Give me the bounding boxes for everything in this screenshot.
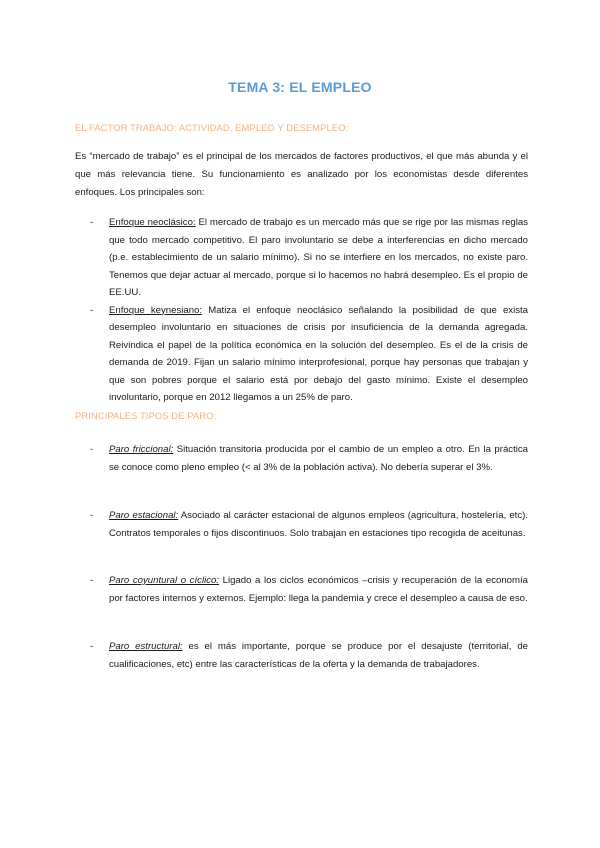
item-text: Asociado al carácter estacional de algunos empleos (agricultura, hostelería, etc). Contratos temporales o fijos discontinuos. Solo trabajan en estaciones tipo recogida de aceitunas.: [109, 510, 528, 539]
term-paro-estructural: Paro estructural:: [109, 641, 183, 652]
term-paro-friccional: Paro friccional:: [109, 444, 174, 455]
term-paro-coyuntural: Paro coyuntural o cíclico:: [109, 575, 220, 586]
list-bullet: -: [90, 444, 94, 455]
page-title: TEMA 3: EL EMPLEO: [228, 79, 372, 95]
list-item-paro-coyuntural: [90, 572, 528, 607]
term-enfoque-neoclasico: Enfoque neoclásico:: [109, 217, 196, 228]
list-bullet: -: [90, 641, 94, 652]
tipos-paro-list-3: [90, 572, 528, 607]
item-text: es el más importante, porque se produce por el desajuste (territorial, de cualificaciones, etc) entre las características de la oferta y la demanda de trabajadores.: [109, 641, 528, 670]
intro-paragraph: Es “mercado de trabajo” es el principal de los mercados de factores productivos, el que más abunda y el que más relevancia tiene. Su funcionamiento es analizado por los economistas desde diferentes enfoques. Los principales son:: [75, 151, 528, 198]
list-item-paro-estacional: [90, 507, 528, 542]
item-text: El mercado de trabajo es un mercado más que se rige por las mismas reglas que todo mercado competitivo. El paro involuntario se debe a interferencias en dicho mercado (p.e. establecimiento de un salario mínimo). Si no se interfiere en los mercados, no existe paro. Tenemos que dejar actuar al mercado, porque si lo hacemos no habrá desempleo. Es el propio de EE.UU.: [109, 217, 529, 298]
list-bullet: -: [90, 575, 94, 586]
list-item-enfoque-keynesiano: [90, 302, 528, 407]
term-paro-estacional: Paro estacional:: [109, 510, 179, 521]
tipos-paro-list: [90, 441, 528, 476]
section-heading-tipos-paro: PRINCIPALES TIPOS DE PARO:: [75, 410, 217, 421]
item-text: Situación transitoria producida por el cambio de un empleo a otro. En la práctica se conoce como pleno empleo (< al 3% de la población activa). No debería superar el 3%.: [109, 444, 529, 473]
list-item-paro-friccional: [90, 441, 528, 476]
item-text: Ligado a los ciclos económicos –crisis y recuperación de la economía por factores internos y externos. Ejemplo: llega la pandemia y crece el desempleo a causa de eso.: [109, 575, 529, 604]
list-bullet: -: [90, 510, 94, 521]
list-item-enfoque-neoclasico: [90, 214, 528, 302]
tipos-paro-list-2: [90, 507, 528, 542]
list-bullet: -: [90, 304, 94, 316]
enfoques-list: [90, 214, 528, 407]
section-heading-factor-trabajo: EL FACTOR TRABAJO: ACTIVIDAD, EMPLEO Y DESEMPLEO:: [75, 122, 349, 133]
item-text: Matiza el enfoque neoclásico señalando la posibilidad de que exista desempleo involuntario en situaciones de crisis por insuficiencia de la demanda agregada. Reivindica el papel de la política económica en la solución del desempleo. Es el de la crisis de demanda de 2019. Fijan un salario mínimo interprofesional, porque hay personas que trabajan y que son pobres porque el salario está por debajo del gasto mínimo. Existe el desempleo involuntario, porque en 2012 llegamos a un 25% de paro.: [109, 304, 529, 403]
term-enfoque-keynesiano: Enfoque keynesiano:: [109, 304, 203, 316]
list-item-paro-estructural: [90, 638, 528, 673]
list-bullet: -: [90, 217, 94, 228]
tipos-paro-list-4: [90, 638, 528, 673]
